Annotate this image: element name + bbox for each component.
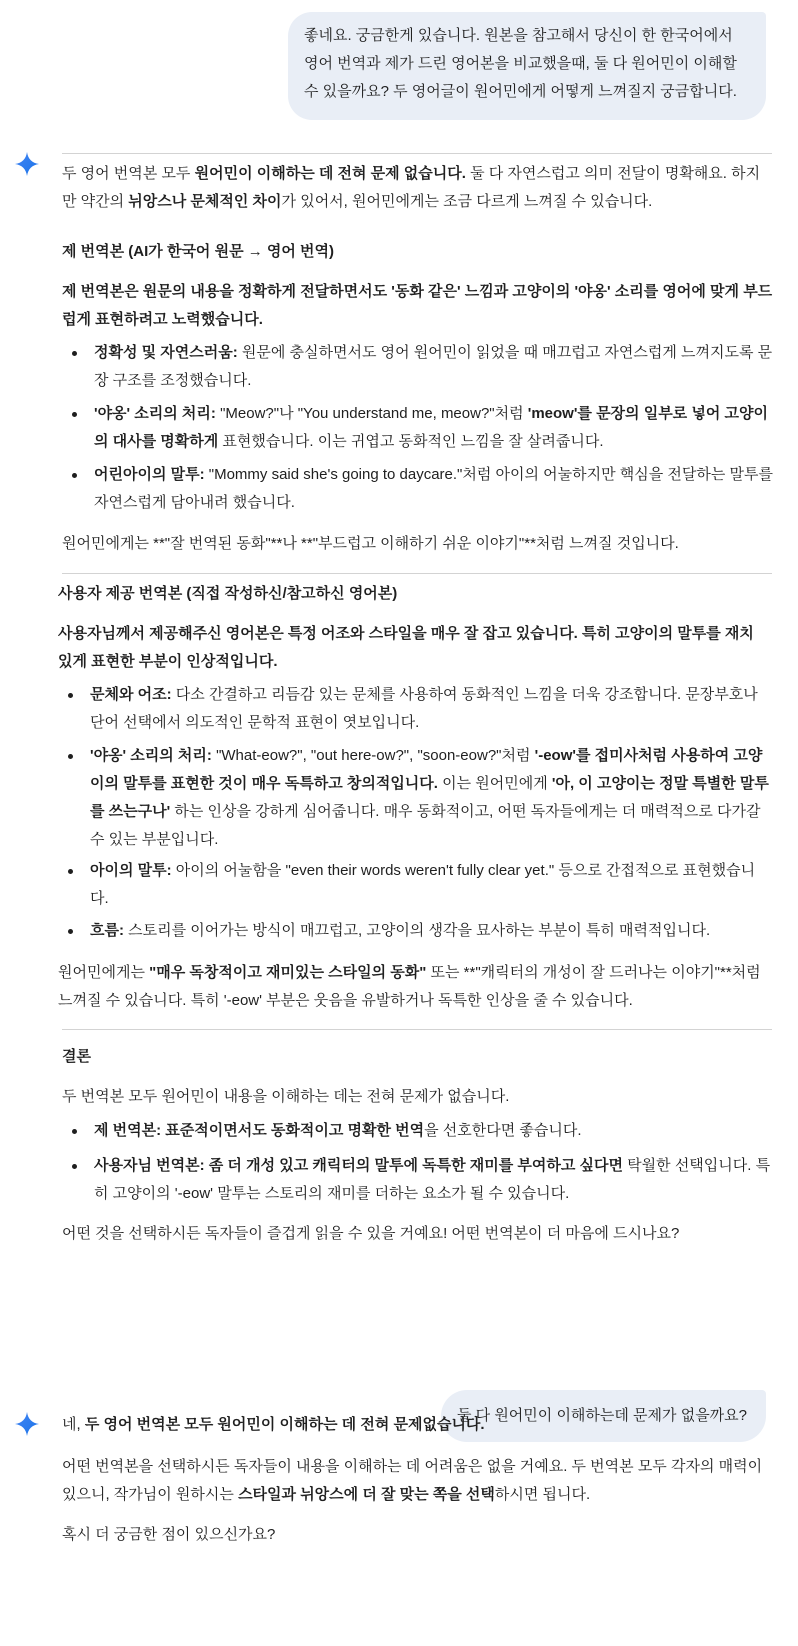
section-lead: 두 번역본 모두 원어민이 내용을 이해하는 데는 전혀 문제가 없습니다. [62, 1088, 510, 1105]
answer-paragraph: 혹시 더 궁금한 점이 있으신가요? [62, 1526, 276, 1543]
section-title: 사용자 제공 번역본 (직접 작성하신/참고하신 영어본) [58, 585, 398, 602]
section-closing: 원어민에게는 "매우 독창적이고 재미있는 스타일의 동화" 또는 **"캐릭터의 개성이 잘 드러나는 이야기"**처럼 느껴질 수 있습니다. 특히 '-eow' 부분은 웃음을 유발하거나 독특한 인상을 줄 수 있습니다. [58, 964, 761, 1009]
section-lead: 사용자님께서 제공해주신 영어본은 특정 어조와 스타일을 매우 잘 잡고 있습니다. 특히 고양이의 말투를 재치 있게 표현한 부분이 인상적입니다. [58, 625, 754, 670]
user-message-text: 둘 다 원어민이 이해하는데 문제가 없을까요? [457, 1407, 748, 1424]
user-message-text: 좋네요. 궁금한게 있습니다. 원본을 참고해서 당신이 한 한국어에서 영어 번역과 제가 드린 영어본을 비교했을때, 둘 다 원어민이 이해할 수 있을까요? 두 영어글이 원어민에게 어떻게 느껴질지 궁금합니다. [304, 27, 737, 100]
section-closing: 원어민에게는 **"잘 번역된 동화"**나 **"부드럽고 이해하기 쉬운 이야기"**처럼 느껴질 것입니다. [62, 535, 679, 552]
list-item: 어린아이의 말투: "Mommy said she's going to daycare."처럼 아이의 어눌하지만 핵심을 전달하는 말투를 자연스럽게 담아내려 했습니다. [94, 461, 774, 517]
divider [62, 1029, 772, 1030]
list-item: 문체와 어조: 다소 간결하고 리듬감 있는 문체를 사용하여 동화적인 느낌을 더욱 강조합니다. 문장부호나 단어 선택에서 의도적인 문학적 표현이 엿보입니다. [90, 681, 770, 737]
list-item: '야옹' 소리의 처리: "What-eow?", "out here-ow?", "soon-eow?"처럼 '-eow'를 접미사처럼 사용하여 고양이의 말투를 표현한 것이 매우 독특하고 창의적입니다. 이는 원어민에게 '아, 이 고양이는 정말 특별한 말투를 쓰는구나' 하는 인상을 강하게 심어줍니다. 매우 동화적이고, 어떤 독자들에게는 더 매력적으로 다가갈 수 있는 부분입니다. [90, 742, 770, 854]
section-title: 결론 [62, 1048, 91, 1065]
gemini-sparkle-icon [15, 1412, 39, 1436]
intro-paragraph: 두 영어 번역본 모두 원어민이 이해하는 데 전혀 문제 없습니다. 둘 다 자연스럽고 의미 전달이 명확해요. 하지만 약간의 뉘앙스나 문체적인 차이가 있어서, 원어민에게는 조금 다르게 느껴질 수 있습니다. [62, 165, 761, 210]
list-item: 제 번역본: 표준적이면서도 동화적이고 명확한 번역을 선호한다면 좋습니다. [94, 1117, 774, 1145]
list-item: '야옹' 소리의 처리: "Meow?"나 "You understand me, meow?"처럼 'meow'를 문장의 일부로 넣어 고양이의 대사를 명확하게 표현했습니다. 이는 귀엽고 동화적인 느낌을 잘 살려줍니다. [94, 400, 774, 456]
section-closing: 어떤 것을 선택하시든 독자들이 즐겁게 읽을 수 있을 거예요! 어떤 번역본이 더 마음에 드시나요? [62, 1225, 680, 1242]
answer-paragraph: 네, 두 영어 번역본 모두 원어민이 이해하는 데 전혀 문제없습니다. [62, 1416, 485, 1433]
list-item: 흐름: 스토리를 이어가는 방식이 매끄럽고, 고양이의 생각을 묘사하는 부분이 특히 매력적입니다. [90, 917, 770, 945]
list-item: 사용자님 번역본: 좀 더 개성 있고 캐릭터의 말투에 독특한 재미를 부여하고 싶다면 탁월한 선택입니다. 특히 고양이의 '-eow' 말투는 스토리의 재미를 더하는 요소가 될 수 있습니다. [94, 1152, 774, 1208]
section-lead: 제 번역본은 원문의 내용을 정확하게 전달하면서도 '동화 같은' 느낌과 고양이의 '야옹' 소리를 영어에 맞게 부드럽게 표현하려고 노력했습니다. [62, 283, 773, 328]
divider [62, 153, 772, 154]
section-title: 제 번역본 (AI가 한국어 원문 → 영어 번역) [62, 243, 335, 260]
list-item: 정확성 및 자연스러움: 원문에 충실하면서도 영어 원어민이 읽었을 때 매끄럽고 자연스럽게 느껴지도록 문장 구조를 조정했습니다. [94, 339, 774, 395]
answer-paragraph: 어떤 번역본을 선택하시든 독자들이 내용을 이해하는 데 어려움은 없을 거예요. 두 번역본 모두 각자의 매력이 있으니, 작가님이 원하시는 스타일과 뉘앙스에 더 잘 맞는 쪽을 선택하시면 됩니다. [62, 1458, 763, 1503]
user-message-bubble [288, 12, 766, 120]
divider [62, 573, 772, 574]
list-item: 아이의 말투: 아이의 어눌함을 "even their words weren't fully clear yet." 등으로 간접적으로 표현했습니다. [90, 857, 770, 913]
gemini-sparkle-icon [15, 152, 39, 176]
